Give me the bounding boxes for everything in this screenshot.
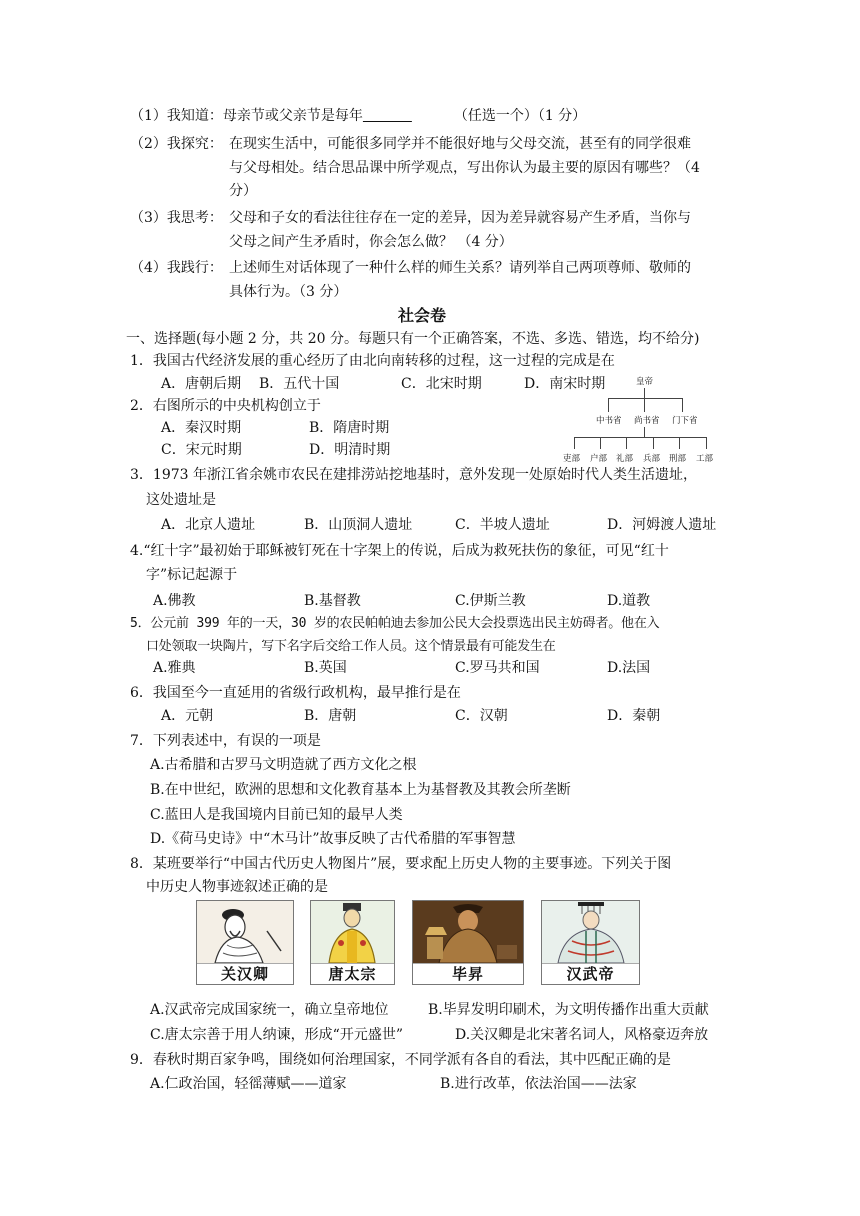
q8-option-a[interactable]: A.汉武帝完成国家统一，确立皇帝地位 <box>150 1002 389 1018</box>
section-title: 社会卷 <box>398 306 447 325</box>
q6-option-b[interactable]: B．唐朝 <box>304 708 357 724</box>
org-line <box>600 437 601 449</box>
q4-option-d[interactable]: D.道教 <box>607 593 651 609</box>
portrait-bi-sheng <box>412 900 524 985</box>
question-6-stem: 6．我国至今一直延用的省级行政机构，最早推行是在 <box>130 685 461 701</box>
scholar-figure-icon <box>197 901 293 963</box>
org-bottom-xingbu: 刑部 <box>669 454 687 464</box>
q3-label: （3）我思考： <box>130 210 223 226</box>
q2-line3: 分） <box>229 183 257 199</box>
org-bottom-gongbu: 工部 <box>696 454 714 464</box>
q6-option-c[interactable]: C．汉朝 <box>455 708 508 724</box>
q1-text: 母亲节或父亲节是每年 <box>222 108 363 124</box>
q2-label: （2）我探究： <box>130 136 223 152</box>
portrait-guan-hanqing <box>196 900 294 985</box>
portrait-caption: 毕昇 <box>413 963 523 984</box>
q6-option-a[interactable]: A．元朝 <box>161 708 214 724</box>
q1-label: （1）我知道： <box>130 108 223 124</box>
org-line <box>608 398 682 399</box>
q1-option-a[interactable]: A．唐朝后期 <box>161 376 242 392</box>
question-3-stem-line2: 这处遗址是 <box>146 492 216 508</box>
q5-option-c[interactable]: C.罗马共和国 <box>455 660 540 676</box>
q3-option-a[interactable]: A．北京人遗址 <box>161 517 256 533</box>
org-bottom-hubu: 户部 <box>590 454 608 464</box>
q2-line2: 与父母相处。结合思品课中所学观点，写出你认为最主要的原因有哪些？（4 <box>229 160 700 176</box>
q3-line2: 父母之间产生矛盾时，你会怎么做？ （4 分） <box>229 234 513 250</box>
q1-line <box>130 106 586 126</box>
org-middle-menxia: 门下省 <box>672 416 698 426</box>
org-line <box>644 398 645 412</box>
q1-text-after: （任选一个）（1 分） <box>453 108 587 124</box>
portrait-caption: 关汉卿 <box>197 963 293 984</box>
q2-option-b[interactable]: B．隋唐时期 <box>309 420 390 436</box>
q4-line1: 上述师生对话体现了一种什么样的师生关系？请列举自己两项尊师、敬师的 <box>229 260 691 276</box>
section-heading: 一、选择题(每小题 2 分，共 20 分。每题只有一个正确答案，不选、多选、错选，均不给分) <box>126 331 700 347</box>
q9-option-b[interactable]: B.进行改革，依法治国——法家 <box>440 1076 637 1092</box>
org-line <box>706 437 707 449</box>
portrait-bi-sheng-figure <box>413 901 523 963</box>
q3-line1: 父母和子女的看法往往存在一定的差异，因为差异就容易产生矛盾，当你与 <box>229 210 691 226</box>
question-4-stem-line1: 4.“红十字”最初始于耶稣被钉死在十字架上的传说，后成为救死扶伤的象征，可见“红十 <box>130 543 669 559</box>
q3-option-c[interactable]: C．半坡人遗址 <box>455 517 550 533</box>
question-3-stem-line1: 3．1973 年浙江省余姚市农民在建排涝站挖地基时，意外发现一处原始时代人类生活遗址， <box>130 467 697 483</box>
q1-answer-blank[interactable] <box>363 106 445 126</box>
q6-option-d[interactable]: D．秦朝 <box>607 708 661 724</box>
question-8-stem-line1: 8．某班要举行“中国古代历史人物图片”展，要求配上历史人物的主要事迹。下列关于图 <box>130 856 672 872</box>
question-9-stem: 9．春秋时期百家争鸣，围绕如何治理国家，不同学派有各自的看法，其中匹配正确的是 <box>130 1052 671 1068</box>
q4-line2: 具体行为。（3 分） <box>229 284 348 300</box>
question-5-stem-line2: 口处领取一块陶片，写下名字后交给工作人员。这个情景最有可能发生在 <box>146 639 556 654</box>
org-line <box>574 437 706 438</box>
org-line <box>679 437 680 449</box>
portrait-han-wudi <box>541 900 640 985</box>
q8-option-d[interactable]: D.关汉卿是北宋著名词人，风格豪迈奔放 <box>455 1027 709 1043</box>
portrait-tang-taizong <box>310 900 395 985</box>
portrait-guan-hanqing-figure <box>197 901 293 963</box>
question-4-stem-line2: 字”标记起源于 <box>146 567 238 583</box>
q7-option-d[interactable]: D.《荷马史诗》中“木马计”故事反映了古代希腊的军事智慧 <box>150 831 516 847</box>
org-middle-shangshu: 尚书省 <box>634 416 660 426</box>
org-line <box>644 427 645 437</box>
q4-option-c[interactable]: C.伊斯兰教 <box>455 593 526 609</box>
org-line <box>644 388 645 398</box>
q8-option-b[interactable]: B.毕昇发明印刷术，为文明传播作出重大贡献 <box>428 1002 709 1018</box>
q2-line1: 在现实生活中，可能很多同学并不能很好地与父母交流，甚至有的同学很难 <box>229 136 691 152</box>
q5-option-d[interactable]: D.法国 <box>607 660 651 676</box>
q7-option-a[interactable]: A.古希腊和古罗马文明造就了西方文化之根 <box>150 757 417 773</box>
q2-option-a[interactable]: A．秦汉时期 <box>161 420 242 436</box>
q9-option-a[interactable]: A.仁政治国，轻徭薄赋——道家 <box>150 1076 347 1092</box>
org-line <box>682 398 683 412</box>
q1-option-b[interactable]: B．五代十国 <box>259 376 340 392</box>
q4-option-b[interactable]: B.基督教 <box>304 593 361 609</box>
portrait-caption: 唐太宗 <box>311 963 394 984</box>
central-government-org-chart <box>560 370 730 470</box>
q3-option-d[interactable]: D．河姆渡人遗址 <box>607 517 717 533</box>
question-2-stem: 2．右图所示的中央机构创立于 <box>130 398 321 414</box>
q1-option-c[interactable]: C．北宋时期 <box>401 376 482 392</box>
org-bottom-libu: 吏部 <box>563 454 581 464</box>
org-line <box>626 437 627 449</box>
org-line <box>653 437 654 449</box>
q2-option-d[interactable]: D．明清时期 <box>309 442 391 458</box>
q7-option-b[interactable]: B.在中世纪，欧洲的思想和文化教育基本上为基督教及其教会所垄断 <box>150 782 571 798</box>
org-top-emperor: 皇帝 <box>636 377 654 387</box>
q7-option-c[interactable]: C.蓝田人是我国境内目前已知的最早人类 <box>150 807 403 823</box>
org-line <box>608 398 609 412</box>
portrait-han-wudi-figure <box>542 901 639 963</box>
portrait-tang-taizong-figure <box>311 901 394 963</box>
q3-option-b[interactable]: B．山顶洞人遗址 <box>304 517 413 533</box>
emperor-figure-icon <box>311 901 394 963</box>
q2-option-c[interactable]: C．宋元时期 <box>161 442 242 458</box>
emperor-figure-icon <box>542 901 639 963</box>
org-bottom-libu2: 礼部 <box>616 454 634 464</box>
org-line <box>574 437 575 449</box>
question-1-stem: 1．我国古代经济发展的重心经历了由北向南转移的过程，这一过程的完成是在 <box>130 353 615 369</box>
q5-option-b[interactable]: B.英国 <box>304 660 347 676</box>
question-7-stem: 7．下列表述中，有误的一项是 <box>130 733 321 749</box>
q8-option-c[interactable]: C.唐太宗善于用人纳谏，形成“开元盛世” <box>150 1027 403 1043</box>
org-bottom-bingbu: 兵部 <box>643 454 661 464</box>
q4-label: （4）我践行： <box>130 260 223 276</box>
question-8-stem-line2: 中历史人物事迹叙述正确的是 <box>146 879 328 895</box>
portrait-caption: 汉武帝 <box>542 963 639 984</box>
q5-option-a[interactable]: A.雅典 <box>153 660 196 676</box>
question-5-stem-line1: 5．公元前 399 年的一天，30 岁的农民帕帕迪去参加公民大会投票选出民主妨碍者。他在入 <box>130 616 660 631</box>
q1-option-d[interactable]: D．南宋时期 <box>524 376 606 392</box>
craftsman-figure-icon <box>413 901 523 963</box>
q4-option-a[interactable]: A.佛教 <box>153 593 196 609</box>
org-middle-zhongshu: 中书省 <box>596 416 622 426</box>
